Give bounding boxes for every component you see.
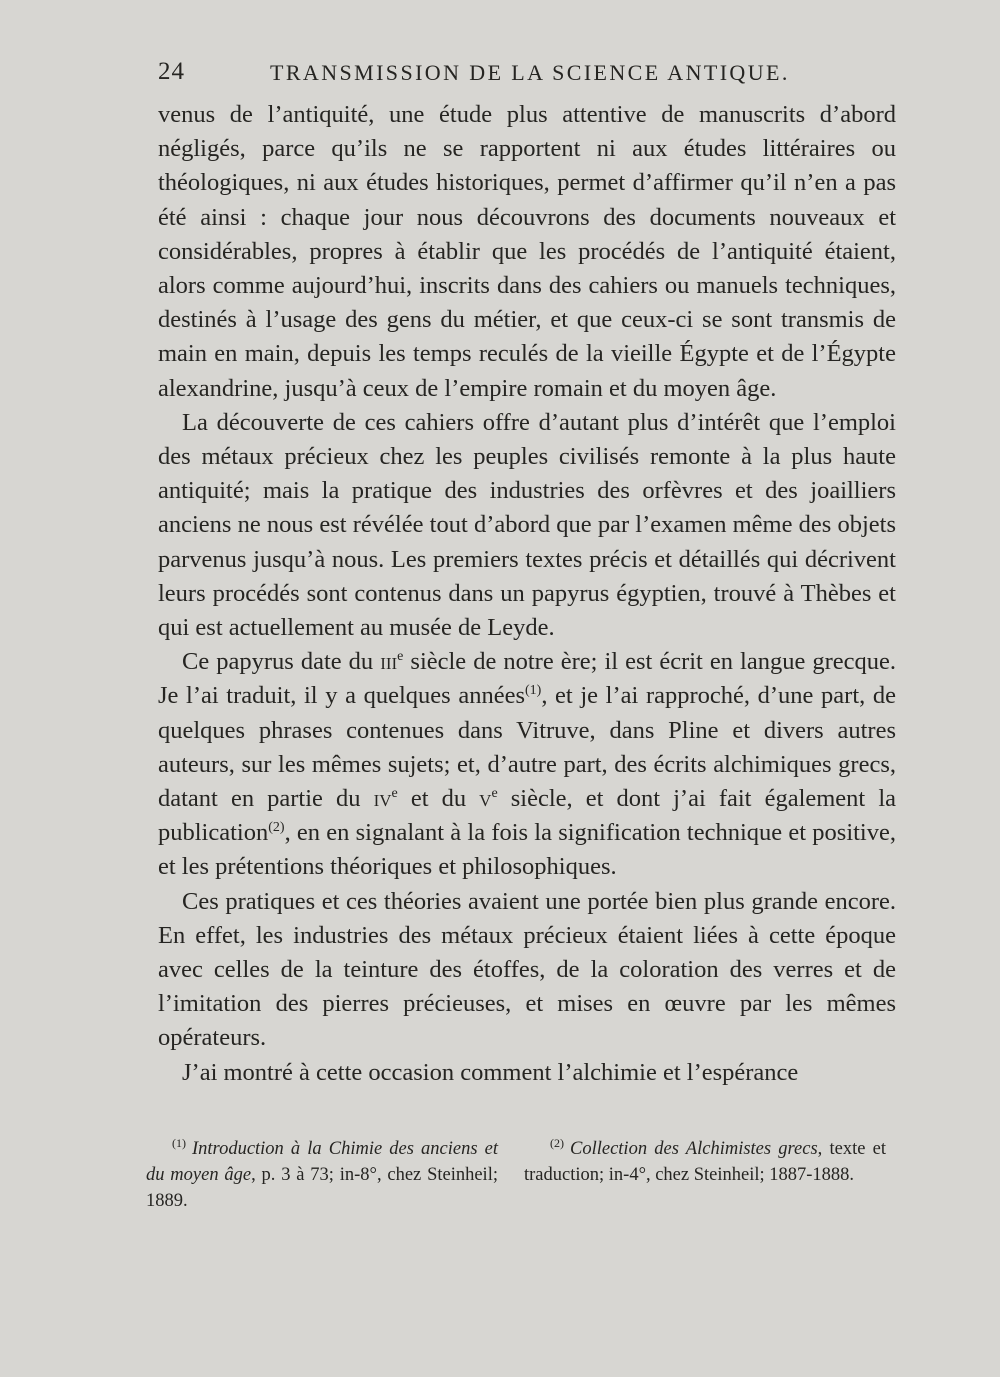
- century-numeral-3: iii: [380, 648, 398, 676]
- paragraph-5: J’ai montré à cette occasion comment l’alchimie et l’espérance: [182, 1058, 799, 1086]
- footnote-2: [524, 1130, 886, 1188]
- footnote-2-details: , texte et traduction; in-4°, chez Steinheil; 1887-1888.: [524, 1139, 886, 1185]
- century-suffix-5: e: [491, 786, 498, 802]
- paragraph-3-text-f: , en en signalant à la fois la signification technique et positive, et les prétentions théoriques et philosophiques.: [158, 819, 896, 881]
- paragraph-1: venus de l’antiquité, une étude plus attentive de manuscrits d’abord négligés, parce qu’ils ne se rapportent ni aux études littéraires ou théologiques, ni aux études historiques, permet d’affirmer qu’il n’en a pas été ainsi : chaque jour nous découvrons des documents nouveaux et considérables, propres à établir que les procédés de l’antiquité étaient, alors comme aujourd’hui, inscrits dans des cahiers ou manuels techniques, destinés à l’usage des gens du métier, et que ceux-ci se sont transmis de main en main, depuis les temps reculés de la vieille Égypte et de l’Égypte alexandrine, jusqu’à ceux de l’empire romain et du moyen âge.: [158, 101, 896, 402]
- paragraph-2: La découverte de ces cahiers offre d’autant plus d’intérêt que l’emploi des métaux précieux chez les peuples civilisés remonte à la plus haute antiquité; mais la pratique des industries des orfèvres et des joailliers anciens ne nous est révélée tout d’abord que par l’examen même des objets parvenus jusqu’à nous. Les premiers textes précis et détaillés qui décrivent leurs procédés sont contenus dans un papyrus égyptien, trouvé à Thèbes et qui est actuellement au musée de Leyde.: [158, 408, 896, 642]
- footnote-1-mark: (1): [172, 1136, 186, 1150]
- page-number: 24: [158, 58, 185, 85]
- paragraph-3-text-d: et du: [397, 785, 480, 813]
- footnote-2-title: Collection des Alchimistes grecs: [570, 1139, 818, 1159]
- footnote-1-title: Introduction à la Chimie des anciens et du moyen âge: [146, 1139, 498, 1185]
- century-numeral-5: v: [479, 785, 492, 813]
- century-suffix-3: e: [397, 649, 404, 665]
- footnote-2-mark: (2): [550, 1136, 564, 1150]
- running-title: TRANSMISSION DE LA SCIENCE ANTIQUE.: [270, 60, 790, 85]
- paragraph-3-text-a: Ce papyrus date du: [182, 648, 381, 676]
- footnote-ref-1[interactable]: (1): [524, 683, 542, 699]
- paragraph-4: Ces pratiques et ces théories avaient une portée bien plus grande encore. En effet, les industries des métaux précieux étaient liées à cette époque avec celles de la teinture des étoffes, de la coloration des verres et de l’imitation des pierres précieuses, et mises en œuvre par les mêmes opérateurs.: [158, 887, 896, 1052]
- paragraph-3-text-e: siècle, et dont j’ai fait également la publication: [158, 785, 896, 847]
- footnotes: [146, 1130, 898, 1220]
- footnote-1-details: , p. 3 à 73; in-8°, chez Steinheil; 1889.: [146, 1165, 498, 1211]
- body-text: [158, 98, 896, 1090]
- running-head: [158, 58, 896, 88]
- paragraph-3-text-c: , et je l’ai rapproché, d’une part, de quelques phrases contenues dans Vitruve, dans Pline et divers autres auteurs, sur les mêmes sujets; et, d’autre part, des écrits alchimiques grecs, datant en partie du: [158, 682, 896, 813]
- paragraph-3: [158, 645, 896, 884]
- century-suffix-4: e: [391, 786, 398, 802]
- paragraph-3-text-b: siècle de notre ère; il est écrit en langue grecque. Je l’ai traduit, il y a quelques années: [158, 648, 896, 710]
- footnote-1: [146, 1130, 498, 1214]
- century-numeral-4: iv: [373, 785, 392, 813]
- footnote-ref-2[interactable]: (2): [268, 820, 285, 836]
